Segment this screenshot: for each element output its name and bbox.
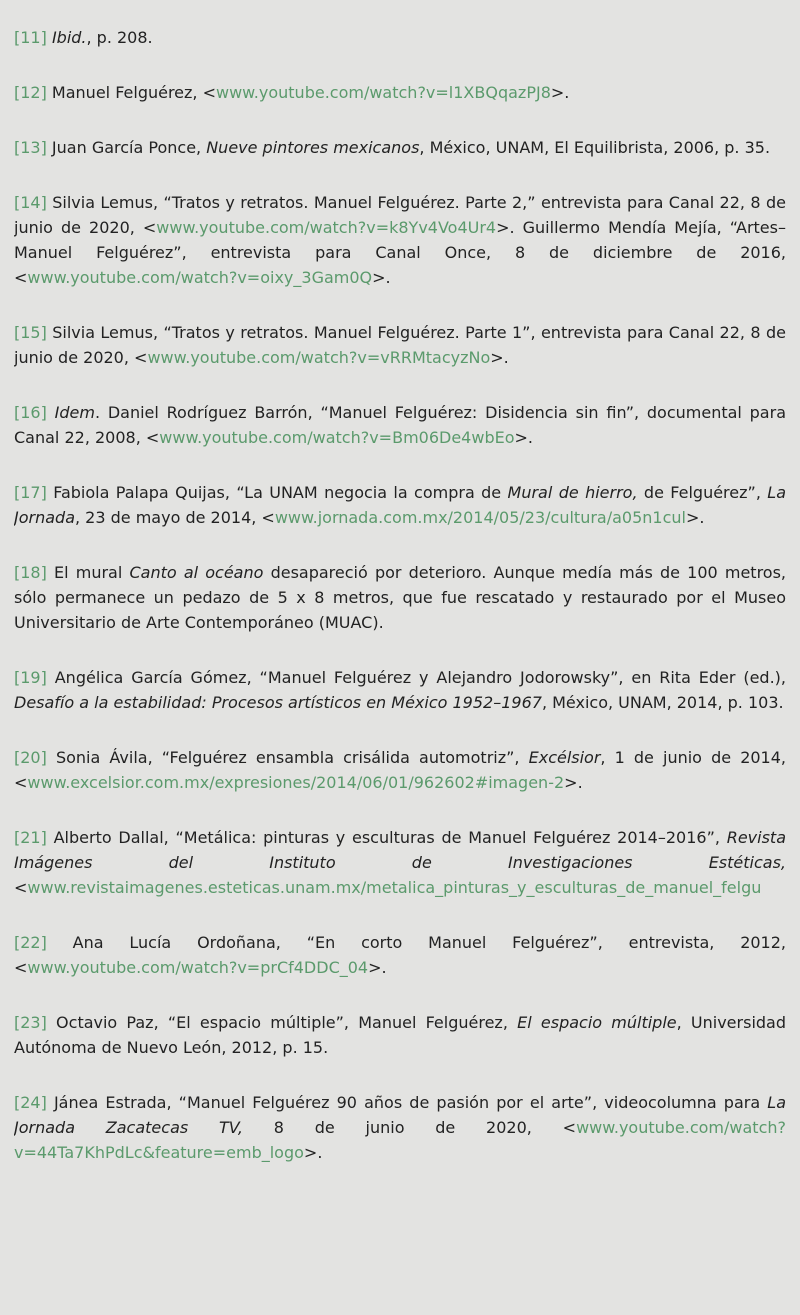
- citation-text: >.: [685, 508, 705, 527]
- citation-link[interactable]: www.youtube.com/watch?v=44Ta7KhPdLc&feature=emb_logo: [14, 1118, 786, 1162]
- endnote-backlink[interactable]: [12]: [14, 83, 47, 102]
- citation-link[interactable]: www.youtube.com/watch?v=l1XBQqazPJ8: [216, 83, 551, 102]
- citation-link[interactable]: www.youtube.com/watch?v=k8Yv4Vo4Ur4: [156, 218, 497, 237]
- citation-text: Manuel Felguérez, <: [46, 83, 216, 102]
- italic-title: Desafío a la estabilidad: Procesos artísticos en México 1952–1967: [14, 693, 542, 712]
- citation-text: [47, 403, 55, 422]
- endnote-backlink[interactable]: [11]: [14, 28, 47, 47]
- citation-link[interactable]: www.excelsior.com.mx/expresiones/2014/06/01/962602#imagen-2: [27, 773, 565, 792]
- citation-text: El mural: [46, 563, 130, 582]
- citation-text: >.: [550, 83, 570, 102]
- endnote: [14, 745, 786, 795]
- italic-title: Mural de hierro,: [507, 483, 638, 502]
- citation-text: >. Guillermo Mendía Mejía, “Artes–Manuel Felguérez”, entrevista para Canal Once, 8 de diciembre de 2016, <: [14, 218, 786, 287]
- italic-title: Excélsior: [528, 748, 601, 767]
- endnote: [14, 1010, 786, 1060]
- endnote: [14, 1090, 786, 1165]
- endnote-backlink[interactable]: [13]: [14, 138, 47, 157]
- citation-text: Alberto Dallal, “Metálica: pinturas y esculturas de Manuel Felguérez 2014–2016”,: [46, 828, 727, 847]
- citation-text: Silvia Lemus, “Tratos y retratos. Manuel Felguérez. Parte 2,” entrevista para Canal 22, 8 de junio de 2020, <: [14, 193, 786, 237]
- endnote: [14, 320, 786, 370]
- citation-text: , Universidad Autónoma de Nuevo León, 2012, p. 15.: [14, 1013, 786, 1057]
- endnote-backlink[interactable]: [14]: [14, 193, 47, 212]
- citation-text: Angélica García Gómez, “Manuel Felguérez y Alejandro Jodorowsky”, en Rita Eder (ed.),: [46, 668, 786, 687]
- citation-text: , México, UNAM, El Equilibrista, 2006, p. 35.: [419, 138, 771, 157]
- endnote-backlink[interactable]: [24]: [14, 1093, 47, 1112]
- endnote: [14, 560, 786, 635]
- citation-text: <: [14, 878, 28, 897]
- endnote: [14, 665, 786, 715]
- citation-text: Juan García Ponce,: [46, 138, 207, 157]
- citation-text: , México, UNAM, 2014, p. 103.: [541, 693, 784, 712]
- citation-text: Fabiola Palapa Quijas, “La UNAM negocia la compra de: [46, 483, 508, 502]
- italic-title: La Jornada Zacatecas TV,: [14, 1093, 786, 1137]
- citation-text: >.: [303, 1143, 323, 1162]
- endnote-backlink[interactable]: [19]: [14, 668, 47, 687]
- citation-text: desapareció por deterioro. Aunque medía más de 100 metros, sólo permanece un pedazo de 5 x 8 metros, que fue rescatado y restaurado por el Museo Universitario de Arte Contemporáneo (MUAC).: [14, 563, 786, 632]
- citation-text: >.: [514, 428, 533, 447]
- endnote-backlink[interactable]: [17]: [14, 483, 47, 502]
- italic-title: Revista Imágenes del Instituto de Investigaciones Estéticas,: [14, 828, 786, 872]
- endnote: [14, 80, 786, 105]
- endnote: [14, 190, 786, 290]
- italic-title: Nueve pintores mexicanos: [206, 138, 420, 157]
- citation-text: >.: [490, 348, 509, 367]
- endnote-backlink[interactable]: [22]: [14, 933, 47, 952]
- endnote-backlink[interactable]: [20]: [14, 748, 47, 767]
- italic-title: Ibid.: [51, 28, 87, 47]
- endnote-backlink[interactable]: [15]: [14, 323, 47, 342]
- citation-link[interactable]: www.youtube.com/watch?v=prCf4DDC_04: [27, 958, 369, 977]
- citation-text: , p. 208.: [86, 28, 153, 47]
- citation-link[interactable]: www.youtube.com/watch?v=Bm06De4wbEo: [159, 428, 515, 447]
- endnote: [14, 25, 786, 50]
- endnote: [14, 480, 786, 530]
- citation-text: de Felguérez”,: [637, 483, 768, 502]
- endnote: [14, 930, 786, 980]
- endnote: [14, 400, 786, 450]
- citation-link[interactable]: www.jornada.com.mx/2014/05/23/cultura/a05n1cul: [274, 508, 686, 527]
- citation-link[interactable]: www.youtube.com/watch?v=vRRMtacyzNo: [147, 348, 491, 367]
- endnote: [14, 825, 786, 900]
- endnote-backlink[interactable]: [18]: [14, 563, 47, 582]
- endnote-backlink[interactable]: [16]: [14, 403, 47, 422]
- citation-text: Silvia Lemus, “Tratos y retratos. Manuel Felguérez. Parte 1”, entrevista para Canal 22, 8 de junio de 2020, <: [14, 323, 786, 367]
- citation-text: Jánea Estrada, “Manuel Felguérez 90 años de pasión por el arte”, videocolumna para: [46, 1093, 768, 1112]
- endnotes-list: [14, 25, 786, 1195]
- citation-text: , 23 de mayo de 2014, <: [75, 508, 275, 527]
- citation-text: 8 de junio de 2020, <: [242, 1118, 577, 1137]
- endnote-backlink[interactable]: [23]: [14, 1013, 47, 1032]
- italic-title: Canto al océano: [129, 563, 264, 582]
- italic-title: El espacio múltiple: [517, 1013, 677, 1032]
- citation-text: Octavio Paz, “El espacio múltiple”, Manuel Felguérez,: [46, 1013, 518, 1032]
- citation-text: . Daniel Rodríguez Barrón, “Manuel Felguérez: Disidencia sin fin”, documental para Canal 22, 2008, <: [14, 403, 786, 447]
- citation-link[interactable]: www.youtube.com/watch?v=oixy_3Gam0Q: [27, 268, 373, 287]
- citation-text: >.: [372, 268, 391, 287]
- italic-title: Idem: [54, 403, 95, 422]
- citation-text: >.: [368, 958, 387, 977]
- citation-text: >.: [564, 773, 583, 792]
- endnote-backlink[interactable]: [21]: [14, 828, 47, 847]
- citation-text: , 1 de junio de 2014, <: [14, 748, 786, 792]
- citation-text: Ana Lucía Ordoñana, “En corto Manuel Felguérez”, entrevista, 2012, <: [14, 933, 786, 977]
- endnote: [14, 135, 786, 160]
- italic-title: La Jornada: [14, 483, 786, 527]
- citation-text: Sonia Ávila, “Felguérez ensambla crisálida automotriz”,: [46, 748, 529, 767]
- citation-link[interactable]: www.revistaimagenes.esteticas.unam.mx/metalica_pinturas_y_esculturas_de_manuel_felgu: [27, 878, 762, 897]
